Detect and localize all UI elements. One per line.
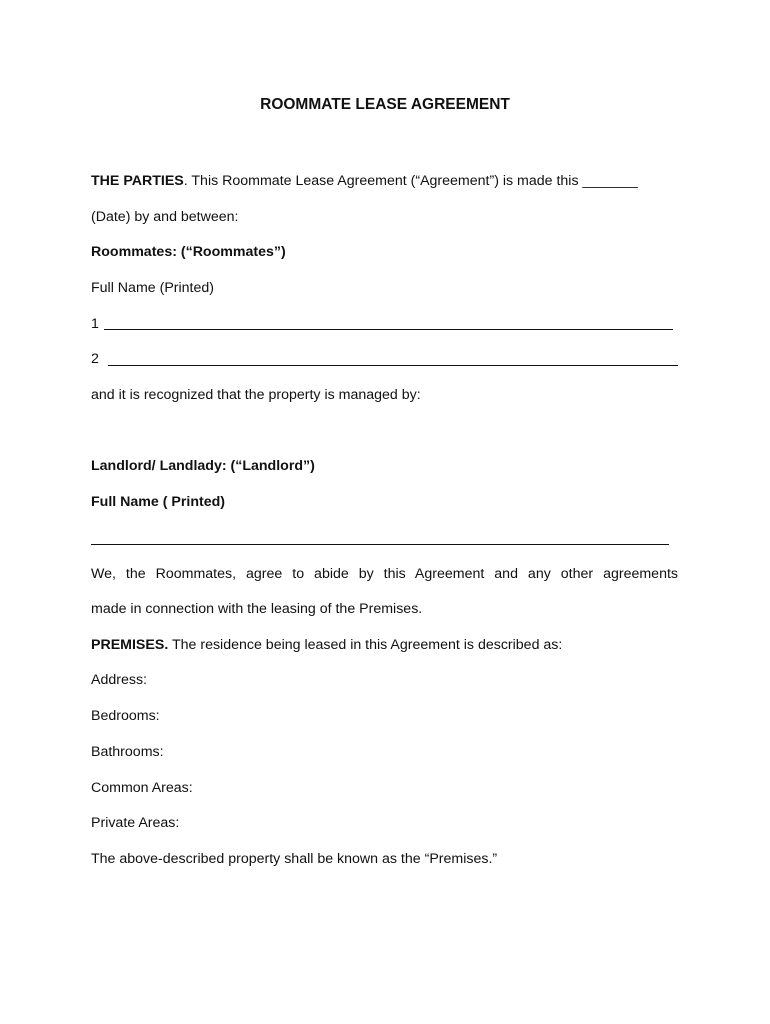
landlord-name-blank[interactable]	[91, 544, 669, 545]
parties-text-continued: (Date) by and between:	[91, 209, 239, 225]
premises-closing-text: The above-described property shall be known as the “Premises.”	[91, 851, 498, 867]
agreement-line-2: made in connection with the leasing of the Premises.	[91, 601, 423, 617]
premises-address-label: Address:	[91, 672, 147, 688]
roommate-line-2	[91, 350, 99, 368]
roommate-line-1-number: 1	[91, 316, 99, 332]
roommate-name-blank-1[interactable]	[104, 329, 673, 330]
premises-private-areas-label: Private Areas:	[91, 815, 180, 831]
parties-heading: THE PARTIES	[91, 173, 184, 189]
premises-bedrooms-label: Bedrooms:	[91, 708, 160, 724]
premises-paragraph	[91, 636, 562, 654]
roommates-heading: Roommates: (“Roommates”)	[91, 244, 286, 260]
premises-bathrooms-label: Bathrooms:	[91, 744, 164, 760]
roommates-full-name-label: Full Name (Printed)	[91, 280, 214, 296]
document-title: ROOMMATE LEASE AGREEMENT	[260, 96, 510, 113]
roommate-line-1	[91, 315, 99, 333]
roommate-name-blank-2[interactable]	[108, 365, 678, 366]
parties-text: . This Roommate Lease Agreement (“Agreement”) is made this _______	[183, 173, 638, 189]
agreement-line-1: We, the Roommates, agree to abide by this Agreement and any other agreements	[91, 566, 678, 582]
parties-paragraph-line1	[91, 172, 638, 190]
landlord-heading: Landlord/ Landlady: (“Landlord”)	[91, 458, 315, 474]
premises-common-areas-label: Common Areas:	[91, 780, 193, 796]
managed-by-text: and it is recognized that the property is managed by:	[91, 387, 421, 403]
premises-text: The residence being leased in this Agreement is described as:	[168, 637, 563, 653]
premises-heading: PREMISES.	[91, 637, 169, 653]
landlord-full-name-label: Full Name ( Printed)	[91, 494, 226, 510]
roommate-line-2-number: 2	[91, 351, 99, 367]
